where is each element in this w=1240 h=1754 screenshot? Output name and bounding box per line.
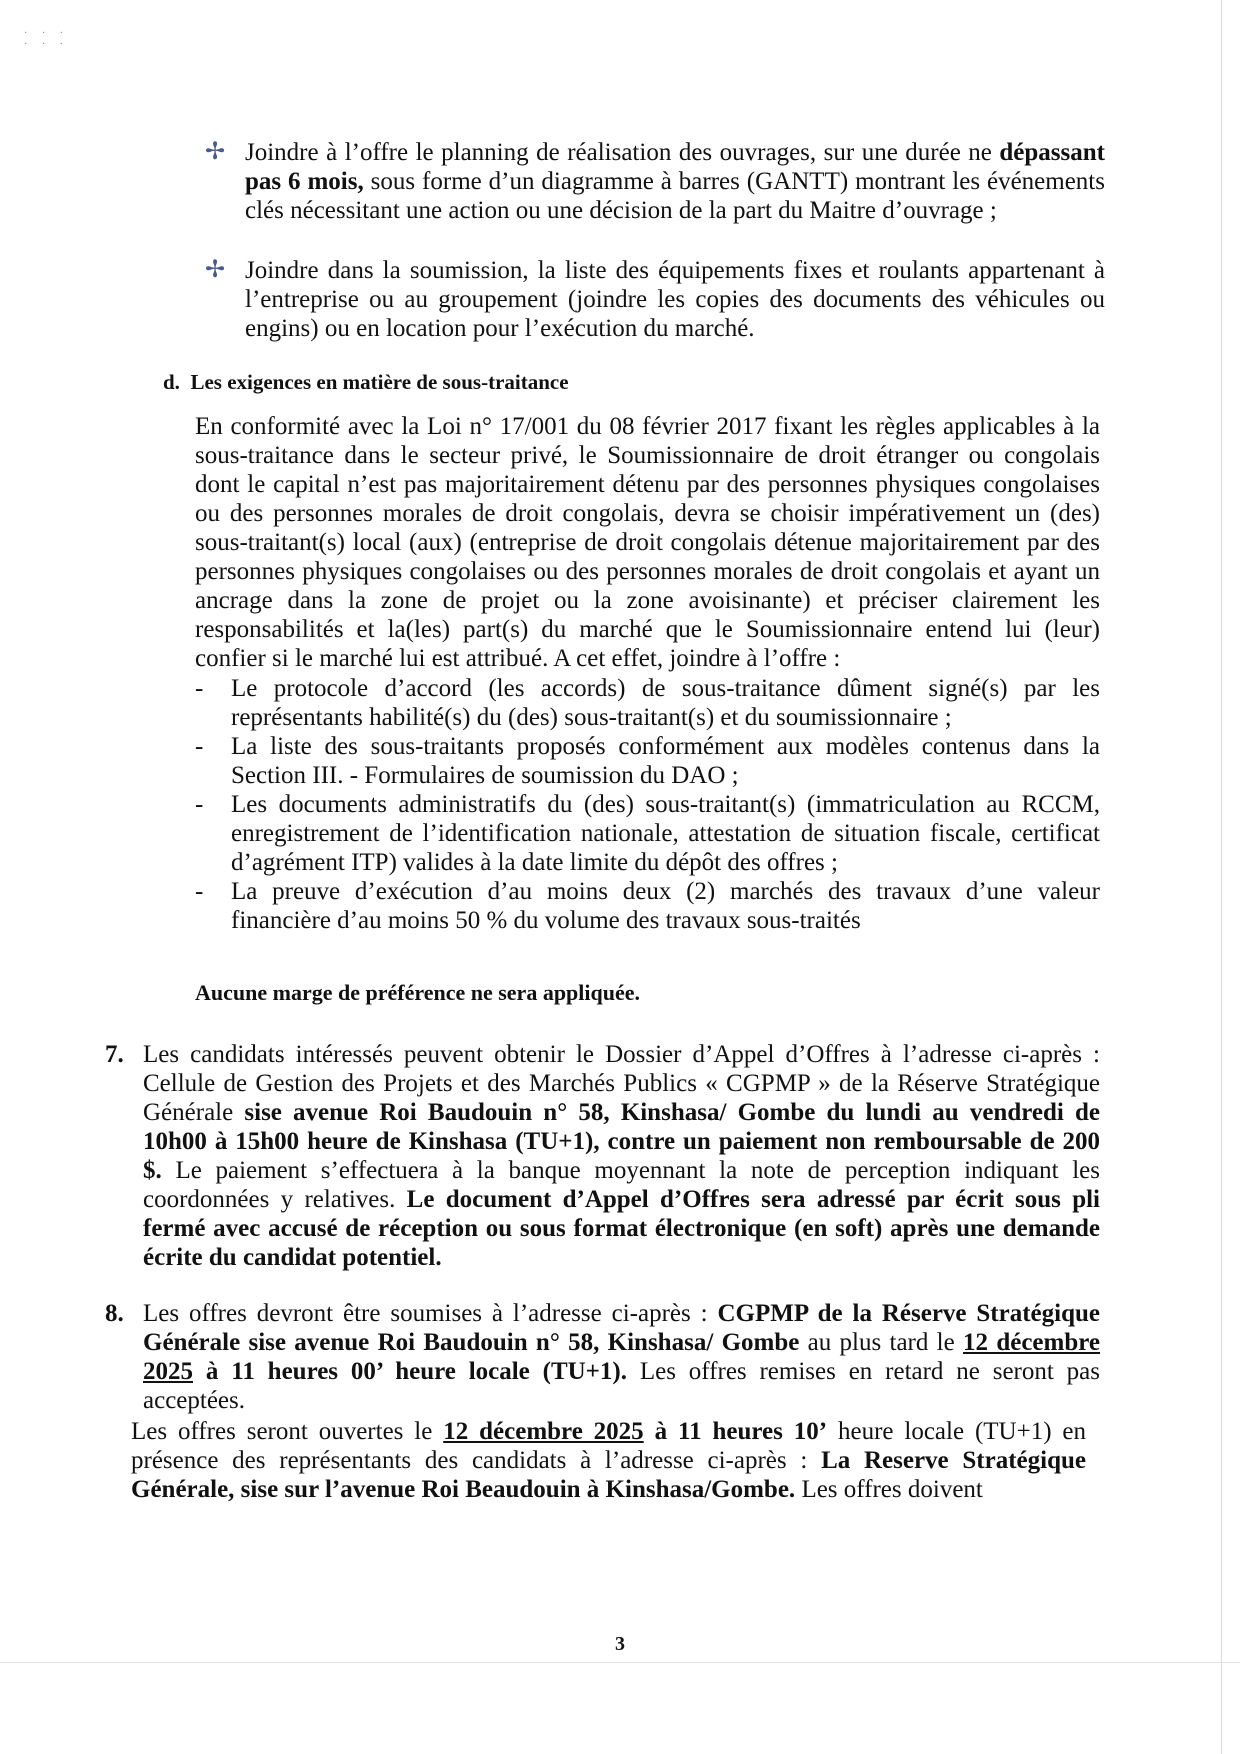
bold-run: à 11 heures 10’ bbox=[643, 1418, 828, 1445]
cross-arrow-icon: ✢ bbox=[205, 139, 226, 165]
list-item bbox=[195, 877, 1100, 935]
list-item-text: La liste des sous-traitants proposés conformément aux modèles contenus dans la Section III. - Formulaires de soumission du DAO ; bbox=[231, 733, 1100, 789]
section-heading bbox=[163, 370, 569, 395]
opening-date: 12 décembre 2025 bbox=[443, 1418, 644, 1445]
dash-marker: - bbox=[195, 733, 204, 760]
paragraph-text: En conformité avec la Loi n° 17/001 du 08 février 2017 fixant les règles applicables à la sous-traitance dans le secteur privé, le Soumissionnaire de droit étranger ou congolais dont le capital n’est pas majoritairement détenu par des personnes physiques congolaises ou des personnes morales de droit congolais, devra se choisir impérativement un (des) sous-traitant(s) local (aux) (entreprise de droit congolais détenue majoritairement par des personnes physiques congolaises ou des personnes morales de droit congolais et ayant un ancrage dans la zone de projet ou la zone avoisinante) et préciser clairement les responsabilités et la(les) part(s) du marché que le Soumissionnaire entend lui (leur) confier si le marché lui est attribué. A cet effet, joindre à l’offre : bbox=[195, 413, 1100, 672]
text-run: Les offres remises en retard ne seront pas acceptées. bbox=[143, 1358, 1100, 1414]
bullet-text: Joindre dans la soumission, la liste des équipements fixes et roulants appartenant à l’entreprise ou au groupement (joindre les copies des documents des véhicules ou engins) ou en location pour l’exécution du marché. bbox=[245, 257, 1105, 342]
bold-run: sise avenue Roi Baudouin n° 58, Kinshasa/ Gombe du lundi au vendredi de 10h00 à 15h00 heure de Kinshasa (TU+1), contre un paiement non remboursable de 200 $. bbox=[143, 1099, 1100, 1184]
bold-run: Le document d’Appel d’Offres sera adressé par écrit sous pli fermé avec accusé de réception ou sous format électronique (en soft) après une demande écrite du candidat potentiel. bbox=[143, 1186, 1100, 1271]
bold-run: La Reserve Stratégique Générale, sise sur l’avenue Roi Beaudouin à Kinshasa/Gombe. bbox=[131, 1447, 1086, 1503]
text-run: Les offres seront ouvertes le bbox=[131, 1418, 444, 1445]
list-item-text: La preuve d’exécution d’au moins deux (2) marchés des travaux d’une valeur financière d’au moins 50 % du volume des travaux sous-traités bbox=[231, 878, 1100, 934]
dash-marker: - bbox=[195, 791, 204, 818]
list-item bbox=[195, 790, 1100, 877]
text-run: Les offres devront être soumises à l’adresse ci-après : bbox=[143, 1300, 718, 1327]
text-run: Le paiement s’effectuera à la banque moyennant la note de perception indiquant les coordonnées y relatives. bbox=[143, 1157, 1100, 1213]
opening-paragraph bbox=[131, 1417, 1086, 1504]
text-run: Les candidats intéressés peuvent obtenir le Dossier d’Appel d’Offres à l’adresse ci-après : Cellule de Gestion des Projets et des Marchés Publics « CGPMP » de la Réserve Stratégique Générale bbox=[143, 1041, 1100, 1126]
text-run: Les offres doivent bbox=[795, 1476, 983, 1503]
list-item bbox=[195, 674, 1100, 732]
item-number: 7. bbox=[105, 1041, 124, 1068]
text-run: heure locale (TU+1) en présence des représentants des candidats à l’adresse ci-après : bbox=[131, 1418, 1087, 1474]
text-run: sous forme d’un diagramme à barres (GANTT) montrant les événements clés nécessitant une action ou une décision de la part du Maitre d’ouvrage ; bbox=[245, 168, 1105, 224]
page-number: 3 bbox=[615, 1633, 625, 1655]
no-preference-note: Aucune marge de préférence ne sera appliquée. bbox=[195, 980, 641, 1005]
item-text bbox=[143, 1040, 1100, 1272]
scan-line bbox=[0, 1662, 1240, 1663]
deadline-date: 12 décembre 2025 bbox=[143, 1329, 1100, 1385]
subcontracting-paragraph bbox=[195, 412, 1100, 673]
bullet-item bbox=[205, 256, 1105, 343]
item-text bbox=[143, 1299, 1100, 1415]
bullet-item bbox=[205, 138, 1105, 225]
text-run: au plus tard le bbox=[799, 1329, 964, 1356]
bold-run: CGPMP de la Réserve Stratégique Générale sise avenue Roi Baudouin n° 58, Kinshasa/ Gombe bbox=[143, 1300, 1100, 1356]
list-item-text: Le protocole d’accord (les accords) de sous-traitance dûment signé(s) par les représentants habilité(s) du (des) sous-traitant(s) et du soumissionnaire ; bbox=[231, 675, 1100, 731]
cross-arrow-icon: ✢ bbox=[205, 257, 226, 283]
list-item-text: Les documents administratifs du (des) sous-traitant(s) (immatriculation au RCCM, enregistrement de l’identification nationale, attestation de situation fiscale, certificat d’agrément ITP) valides à la date limite du dépôt des offres ; bbox=[231, 791, 1100, 876]
dash-marker: - bbox=[195, 878, 204, 905]
text-run: Joindre à l’offre le planning de réalisation des ouvrages, sur une durée ne bbox=[245, 139, 1000, 166]
bullet-text bbox=[245, 138, 1105, 225]
page-edge bbox=[1221, 0, 1222, 1754]
section-letter: d. bbox=[163, 370, 180, 394]
numbered-item-8 bbox=[105, 1299, 1100, 1415]
section-title: Les exigences en matière de sous-traitance bbox=[190, 370, 569, 394]
dash-marker: - bbox=[195, 675, 204, 702]
paragraph-text bbox=[131, 1417, 1086, 1504]
list-item bbox=[195, 732, 1100, 790]
item-number: 8. bbox=[105, 1300, 124, 1327]
numbered-item-7 bbox=[105, 1040, 1100, 1272]
bold-run: à 11 heures 00’ heure locale (TU+1). bbox=[193, 1358, 627, 1385]
requirements-list bbox=[195, 674, 1100, 935]
bold-run: dépassant pas 6 mois, bbox=[245, 139, 1105, 195]
scan-specks: · · · · · · bbox=[24, 28, 69, 50]
